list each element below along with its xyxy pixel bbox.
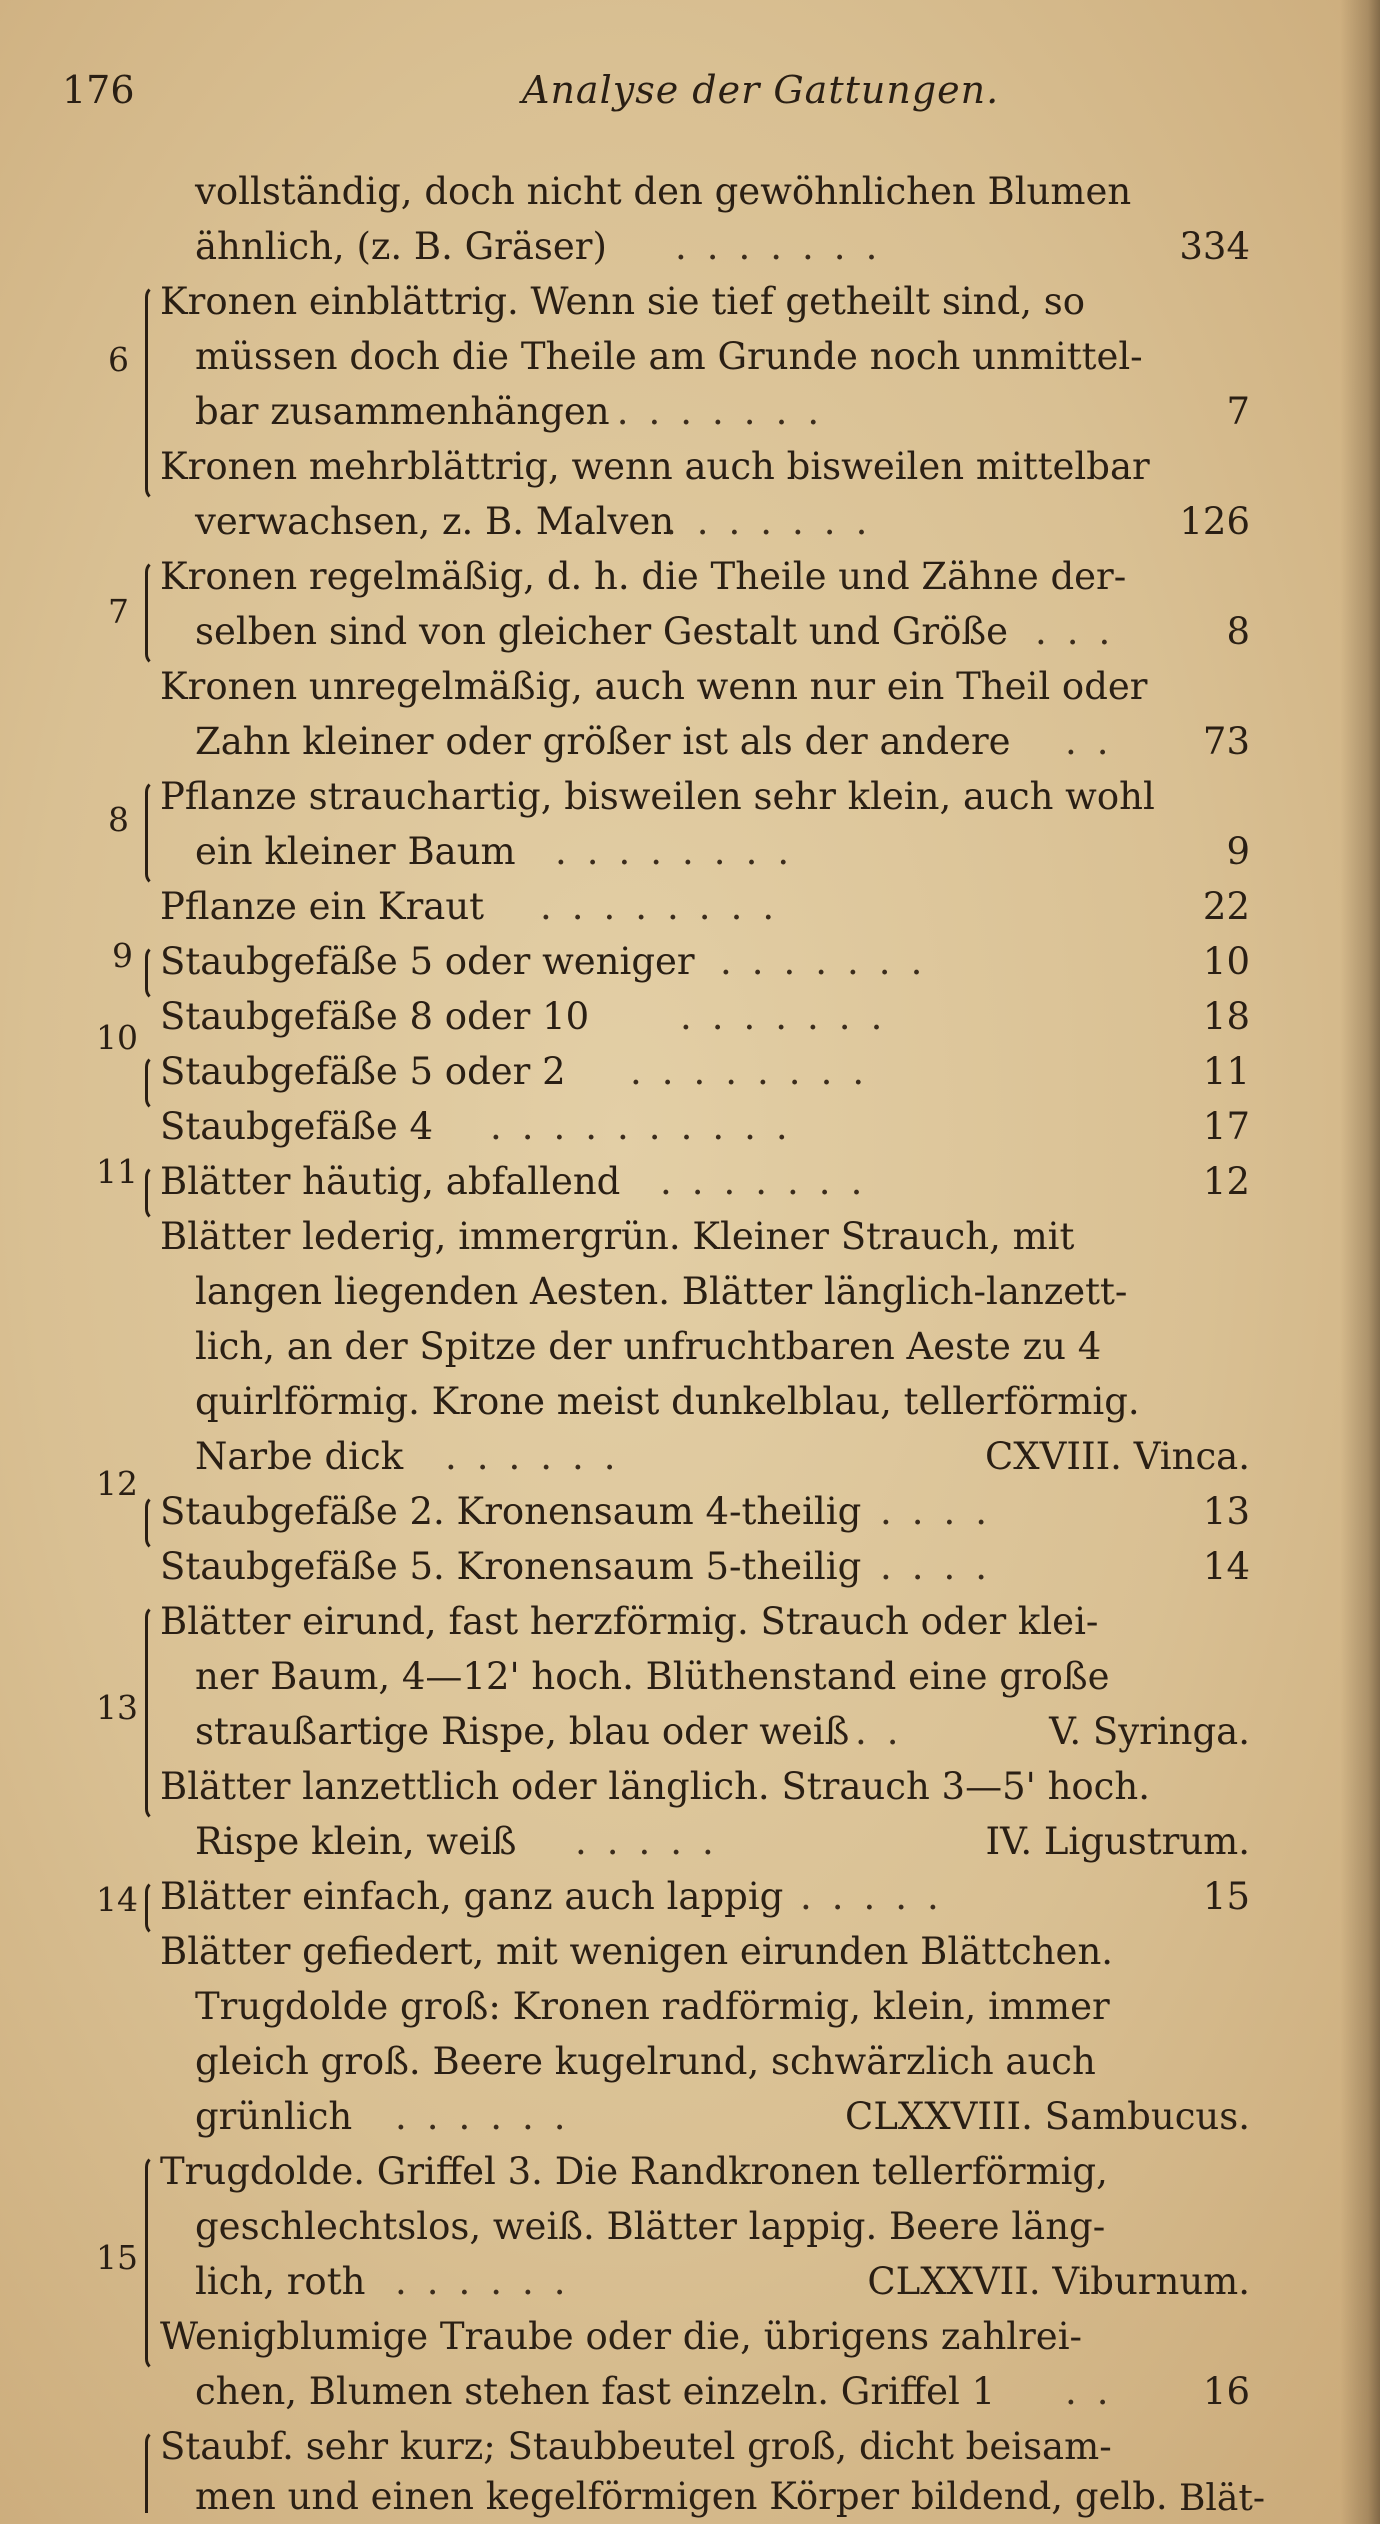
couplet-number: 15 <box>96 2238 138 2277</box>
key-line: Kronen mehrblättrig, wenn auch bisweilen mittelbar <box>160 445 1150 488</box>
page-number: 176 <box>62 68 135 112</box>
genus-reference: CLXXVII. Viburnum. <box>867 2260 1250 2303</box>
couplet-number: 13 <box>96 1688 138 1727</box>
key-line: Kronen unregelmäßig, auch wenn nur ein Theil oder <box>160 665 1148 708</box>
key-line: grünlich ...... CLXXVIII. Sambucus. <box>195 2090 1250 2144</box>
key-line: müssen doch die Theile am Grunde noch unmittel- <box>195 335 1143 378</box>
key-line: ner Baum, 4—12' hoch. Blüthenstand eine große <box>195 1655 1110 1698</box>
genus-reference: V. Syringa. <box>1049 1710 1250 1753</box>
genus-reference: CXVIII. Vinca. <box>984 1435 1250 1478</box>
couplet-number: 10 <box>96 1018 138 1057</box>
key-line: Blätter häutig, abfallend ....... 12 <box>160 1155 1250 1209</box>
key-line: Trugdolde groß: Kronen radförmig, klein, immer <box>195 1985 1110 2028</box>
key-reference: 8 <box>1226 610 1250 653</box>
key-line: Staubgefäße 4 .......... 17 <box>160 1100 1250 1154</box>
key-reference: 15 <box>1202 1875 1250 1918</box>
key-line: Kronen regelmäßig, d. h. die Theile und Zähne der- <box>160 555 1127 598</box>
key-line: Staubgefäße 5 oder weniger ....... 10 <box>160 935 1250 989</box>
key-line: Staubgefäße 8 oder 10 ....... 18 <box>160 990 1250 1044</box>
key-line: bar zusammenhängen ........ 7 <box>195 385 1250 439</box>
key-reference: 73 <box>1202 720 1250 763</box>
key-line: geschlechtslos, weiß. Blätter lappig. Beere läng- <box>195 2205 1106 2248</box>
key-reference: 334 <box>1179 225 1250 268</box>
key-line: Narbe dick ...... CXVIII. Vinca. <box>195 1430 1250 1484</box>
key-line: langen liegenden Aesten. Blätter länglich-lanzett- <box>195 1270 1128 1313</box>
key-reference: 17 <box>1202 1105 1250 1148</box>
couplet-number: 8 <box>108 800 129 839</box>
key-line: straußartige Rispe, blau oder weiß .. V. Syringa. <box>195 1705 1250 1759</box>
key-reference: 13 <box>1202 1490 1250 1533</box>
key-reference: 14 <box>1202 1545 1250 1588</box>
key-line: Staubgefäße 5 oder 2 ........ 11 <box>160 1045 1250 1099</box>
couplet-number: 7 <box>108 592 129 631</box>
key-line: gleich groß. Beere kugelrund, schwärzlich auch <box>195 2040 1096 2083</box>
key-reference: 12 <box>1202 1160 1250 1203</box>
key-line: Pflanze strauchartig, bisweilen sehr klein, auch wohl <box>160 775 1155 818</box>
key-line: Trugdolde. Griffel 3. Die Randkronen tellerförmig, <box>160 2150 1108 2193</box>
key-line: Blätter einfach, ganz auch lappig ..... 15 <box>160 1870 1250 1924</box>
key-line: Wenigblumige Traube oder die, übrigens zahlrei- <box>160 2315 1083 2358</box>
key-line: Staubf. sehr kurz; Staubbeutel groß, dicht beisam- <box>160 2425 1112 2468</box>
catchword: Blät- <box>1178 2478 1265 2519</box>
key-line: lich, an der Spitze der unfruchtbaren Aeste zu 4 <box>195 1325 1102 1368</box>
running-header <box>62 62 1302 122</box>
key-line: Zahn kleiner oder größer ist als der andere .. 73 <box>195 715 1250 769</box>
key-line: Blätter lederig, immergrün. Kleiner Strauch, mit <box>160 1215 1075 1258</box>
key-reference: 18 <box>1202 995 1250 1038</box>
key-line: Rispe klein, weiß ..... IV. Ligustrum. <box>195 1815 1250 1869</box>
key-reference: 126 <box>1179 500 1250 543</box>
key-line: ähnlich, (z. B. Gräser) ....... 334 <box>195 220 1250 274</box>
key-line: Kronen einblättrig. Wenn sie tief getheilt sind, so <box>160 280 1085 323</box>
running-title: Analyse der Gattungen. <box>522 68 1000 112</box>
genus-reference: IV. Ligustrum. <box>985 1820 1250 1863</box>
key-line: Staubgefäße 2. Kronensaum 4-theilig .... 13 <box>160 1485 1250 1539</box>
couplet-number: 9 <box>112 936 133 975</box>
key-reference: 10 <box>1202 940 1250 983</box>
key-line: Staubgefäße 5. Kronensaum 5-theilig .... 14 <box>160 1540 1250 1594</box>
couplet-number: 6 <box>108 340 129 379</box>
key-line: Blätter eirund, fast herzförmig. Strauch oder klei- <box>160 1600 1099 1643</box>
key-line: Blätter lanzettlich oder länglich. Strauch 3—5' hoch. <box>160 1765 1150 1808</box>
genus-reference: CLXXVIII. Sambucus. <box>845 2095 1250 2138</box>
couplet-number: 11 <box>96 1152 138 1191</box>
page-spine-shadow <box>1340 0 1380 2524</box>
key-reference: 22 <box>1202 885 1250 928</box>
key-line: chen, Blumen stehen fast einzeln. Griffel 1 .. 16 <box>195 2365 1250 2419</box>
key-line: men und einen kegelförmigen Körper bildend, gelb. <box>195 2475 1168 2518</box>
key-line: Blätter gefiedert, mit wenigen eirunden Blättchen. <box>160 1930 1114 1973</box>
key-line: vollständig, doch nicht den gewöhnlichen Blumen <box>195 170 1132 213</box>
key-line: verwachsen, z. B. Malven ....... 126 <box>195 495 1250 549</box>
key-line: ein kleiner Baum ........ 9 <box>195 825 1250 879</box>
key-reference: 11 <box>1202 1050 1250 1093</box>
key-line: quirlförmig. Krone meist dunkelblau, tellerförmig. <box>195 1380 1140 1423</box>
key-reference: 7 <box>1226 390 1250 433</box>
key-line: selben sind von gleicher Gestalt und Größe ... 8 <box>195 605 1250 659</box>
couplet-number: 12 <box>96 1464 138 1503</box>
key-reference: 16 <box>1202 2370 1250 2413</box>
key-reference: 9 <box>1226 830 1250 873</box>
key-line: lich, roth ...... CLXXVII. Viburnum. <box>195 2255 1250 2309</box>
key-line: Pflanze ein Kraut ........ 22 <box>160 880 1250 934</box>
couplet-number: 14 <box>96 1880 138 1919</box>
